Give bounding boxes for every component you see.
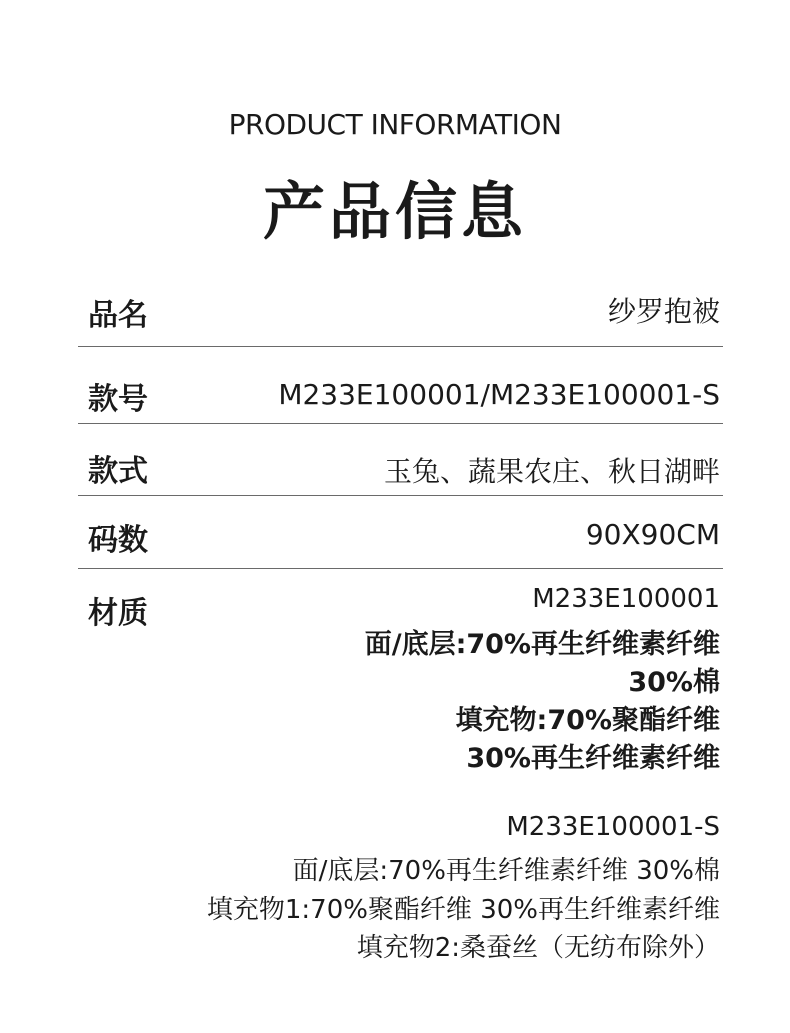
row-label-style: 款式 xyxy=(88,454,148,489)
row-value-style-no: M233E100001/M233E100001-S xyxy=(278,378,720,411)
divider-4 xyxy=(78,568,723,569)
title-zh: 产品信息 xyxy=(262,175,527,248)
row-label-material: 材质 xyxy=(88,596,148,631)
material-a-line: 面/底层:70%再生纤维素纤维 xyxy=(364,629,720,660)
row-value-style: 玉兔、蔬果农庄、秋日湖畔 xyxy=(383,455,720,488)
material-b-line: 填充物2:桑蚕丝（无纺布除外） xyxy=(356,933,720,963)
material-b-line: 填充物1:70%聚酯纤维 30%再生纤维素纤维 xyxy=(206,895,720,925)
divider-2 xyxy=(78,423,723,424)
material-a-code: M233E100001 xyxy=(532,584,720,614)
row-value-size: 90X90CM xyxy=(585,518,720,551)
divider-1 xyxy=(78,346,723,347)
row-value-name: 纱罗抱被 xyxy=(607,295,720,328)
material-a-line: 30%棉 xyxy=(628,667,720,698)
title-en: PRODUCT INFORMATION xyxy=(228,108,562,141)
material-a-line: 30%再生纤维素纤维 xyxy=(466,743,720,774)
row-label-size: 码数 xyxy=(88,523,148,558)
row-label-name: 品名 xyxy=(88,298,148,333)
row-label-style-no: 款号 xyxy=(88,382,148,417)
material-a-line: 填充物:70%聚酯纤维 xyxy=(455,705,720,736)
material-b-line: 面/底层:70%再生纤维素纤维 30%棉 xyxy=(292,856,720,886)
divider-3 xyxy=(78,495,723,496)
material-b-code: M233E100001-S xyxy=(506,812,720,842)
